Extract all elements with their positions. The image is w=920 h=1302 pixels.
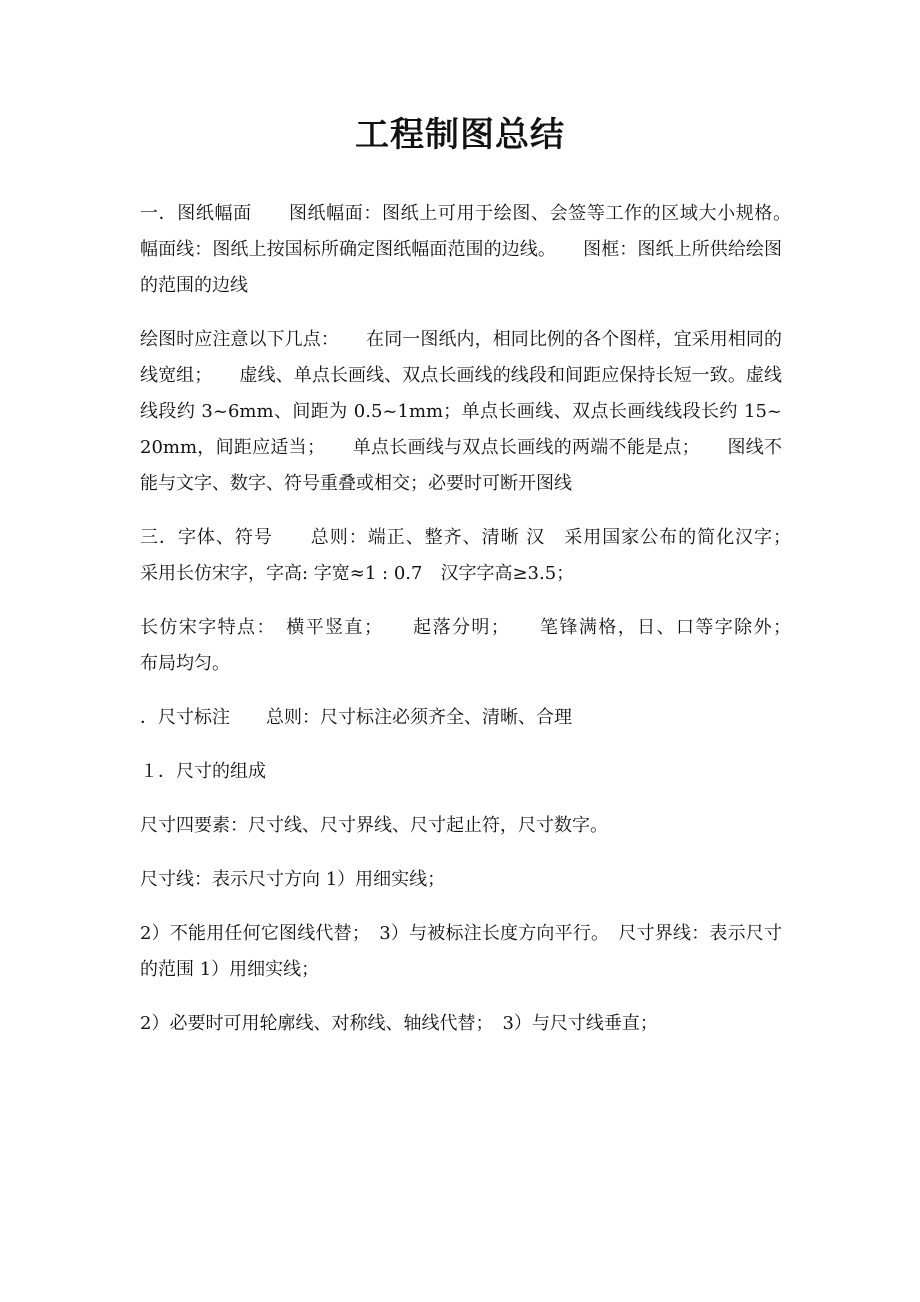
paragraph-extension-rules: 2）必要时可用轮廓线、对称线、轴线代替； 3）与尺寸线垂直； <box>140 1013 658 1034</box>
paragraph-font-symbols: 三．字体、符号 总则：端正、整齐、清晰 汉 采用国家公布的简化汉字； 采用长仿宋字，字高: 字宽≈1 : 0.7 汉字字高≥3.5； <box>140 527 818 584</box>
paragraph-four-elements: 尺寸四要素：尺寸线、尺寸界线、尺寸起止符，尺寸数字。 <box>140 815 608 836</box>
paragraph-extension-line: 2）不能用任何它图线代替； 3）与被标注长度方向平行。 尺寸界线：表示尺寸的范围 1）用细实线； <box>140 923 782 980</box>
paragraph-dimension-composition: １．尺寸的组成 <box>140 761 266 782</box>
document-body <box>140 196 818 1060</box>
paragraph-fangsong-features: 长仿宋字特点： 横平竖直； 起落分明； 笔锋满格，日、口等字除外； 布局均匀。 <box>140 617 818 674</box>
document-title: 工程制图总结 <box>355 115 565 155</box>
paragraph-dimension-line: 尺寸线：表示尺寸方向 1）用细实线； <box>140 869 446 890</box>
paragraph-drawing-sheet: 一．图纸幅面 图纸幅面：图纸上可用于绘图、会签等工作的区域大小规格。 幅面线：图纸上按国标所确定图纸幅面范围的边线。 图框：图纸上所供给绘图的范围的边线 <box>140 203 818 296</box>
paragraph-drawing-notes: 绘图时应注意以下几点： 在同一图纸内，相同比例的各个图样，宜采用相同的线宽组； 虚线、单点长画线、双点长画线的线段和间距应保持长短一致。虚线线段约 3~6mm、间距为 0.5~1mm；单点长画线、双点长画线线段长约 15~20mm，间距应适当； 单点长画线与双点长画线的两端不能是点； 图线不能与文字、数字、符号重叠或相交；必要时可断开图线 <box>140 329 782 494</box>
paragraph-dimensioning: ．尺寸标注 总则：尺寸标注必须齐全、清晰、合理 <box>140 707 572 728</box>
